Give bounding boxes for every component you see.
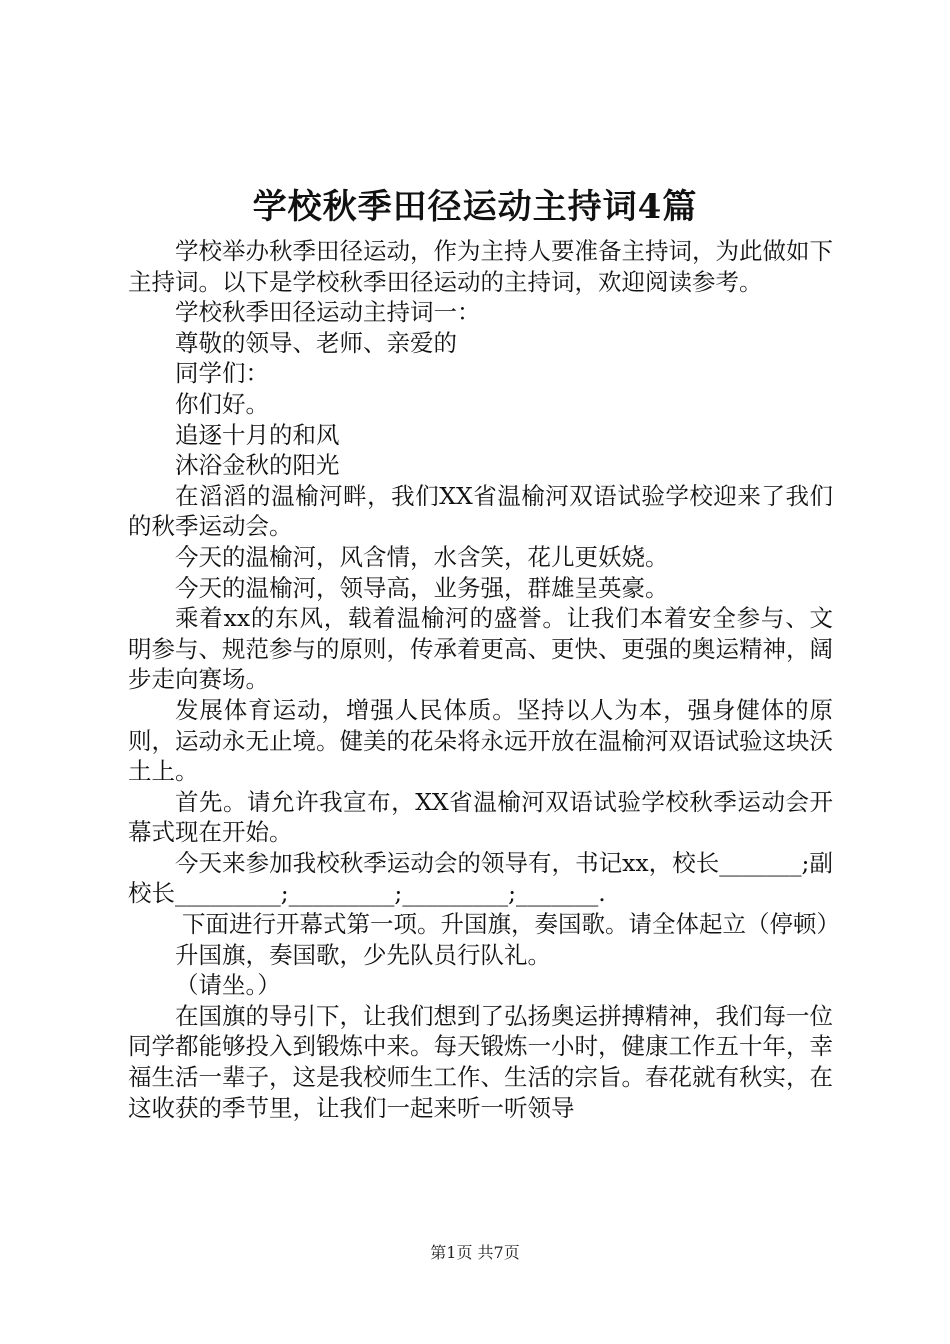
- paragraph: 同学们：: [175, 359, 269, 388]
- document-title: 学校秋季田径运动主持词4篇: [252, 187, 698, 227]
- paragraph: 今天来参加我校秋季运动会的领导有，书记xx，校长_______;副校长_________;_________;_________;_______.: [128, 848, 833, 908]
- paragraph: 首先。请允许我宣布，XX省温榆河双语试验学校秋季运动会开幕式现在开始。: [128, 787, 833, 847]
- paragraph: 升国旗，奏国歌，少先队员行队礼。: [175, 940, 551, 969]
- paragraph: 发展体育运动，增强人民体质。坚持以人为本，强身健体的原则，运动永无止境。健美的花朵将永远开放在温榆河双语试验这块沃土上。: [128, 695, 833, 786]
- paragraph: 学校举办秋季田径运动，作为主持人要准备主持词，为此做如下主持词。以下是学校秋季田径运动的主持词，欢迎阅读参考。: [128, 237, 833, 296]
- document-body: [128, 236, 841, 1123]
- paragraph: 乘着xx的东风，载着温榆河的盛誉。让我们本着安全参与、文明参与、规范参与的原则，传承着更高、更快、更强的奥运精神，阔步走向赛场。: [128, 604, 833, 694]
- paragraph: 追逐十月的和风: [175, 420, 340, 449]
- paragraph: 下面进行开幕式第一项。升国旗，奏国歌。请全体起立（停顿）: [182, 910, 841, 939]
- paragraph: 在滔滔的温榆河畔，我们XX省温榆河双语试验学校迎来了我们的秋季运动会。: [128, 481, 833, 541]
- page-footer: 第1页 共7页: [430, 1243, 520, 1262]
- paragraph: 在国旗的导引下，让我们想到了弘扬奥运拼搏精神，我们每一位同学都能够投入到锻炼中来。每天锻炼一小时，健康工作五十年，幸福生活一辈子，这是我校师生工作、生活的宗旨。春花就有秋实，在这收获的季节里，让我们一起来听一听领导: [128, 1001, 833, 1122]
- paragraph: 今天的温榆河，领导高，业务强，群雄呈英豪。: [175, 573, 669, 602]
- paragraph: 今天的温榆河，风含情，水含笑，花儿更妖娆。: [175, 542, 669, 571]
- paragraph: （请坐。）: [175, 971, 281, 1000]
- paragraph: 学校秋季田径运动主持词一：: [175, 298, 481, 327]
- paragraph: 沐浴金秋的阳光: [175, 451, 340, 480]
- paragraph: 尊敬的领导、老师、亲爱的: [175, 328, 457, 357]
- paragraph: 你们好。: [175, 389, 269, 418]
